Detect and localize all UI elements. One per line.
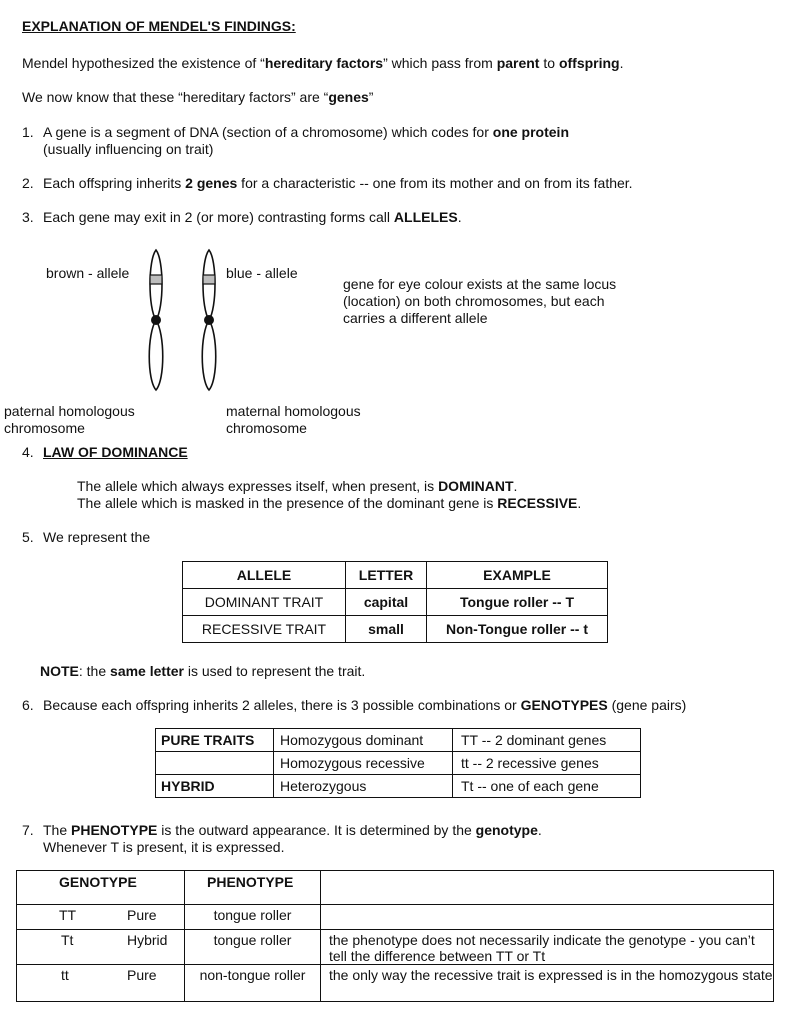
law-of-dominance-heading: LAW OF DOMINANCE	[43, 444, 188, 460]
item-emphasis: DOMINANT	[438, 478, 514, 494]
item-text: .	[513, 478, 518, 494]
note-text	[40, 663, 365, 680]
item-emphasis: 2 genes	[185, 175, 238, 191]
note-part: is used to represent the trait.	[183, 663, 366, 679]
item-text: .	[577, 495, 582, 511]
table-cell: non-tongue roller	[185, 965, 321, 1002]
table-row	[183, 589, 608, 616]
intro-text: ” which pass from	[383, 55, 497, 71]
table-header-cell: PHENOTYPE	[185, 871, 321, 905]
item-4-number: 4.	[22, 444, 34, 460]
table-cell: RECESSIVE TRAIT	[183, 616, 346, 643]
diagram-note-line: gene for eye colour exists at the same locus	[343, 276, 617, 292]
maternal-label	[226, 403, 361, 437]
paternal-label-line: paternal homologous	[4, 403, 135, 419]
paternal-centromere	[151, 315, 161, 325]
table-row	[17, 905, 774, 930]
item-emphasis: PHENOTYPE	[71, 822, 158, 838]
item-emphasis: one protein	[492, 124, 570, 140]
table-cell: Heterozygous	[274, 775, 453, 798]
item-1-number: 1.	[22, 124, 34, 140]
table-row	[156, 729, 641, 752]
table-header-row	[17, 871, 774, 905]
item-text: Each offspring inherits	[43, 175, 186, 191]
table-header-row	[183, 562, 608, 589]
blue-allele-band	[203, 275, 215, 284]
intro-emphasis: parent	[496, 55, 540, 71]
table-cell: Tongue roller -- T	[427, 589, 608, 616]
item-2-number: 2.	[22, 175, 34, 191]
table-cell: tongue roller	[185, 930, 321, 965]
intro-emphasis: genes	[328, 89, 369, 105]
brown-allele-label: brown - allele	[46, 265, 130, 281]
item-text: The allele which always expresses itself, when present, is	[77, 478, 439, 494]
table-cell: DOMINANT TRAIT	[183, 589, 346, 616]
diagram-note-line: (location) on both chromosomes, but each	[343, 293, 605, 309]
blue-allele-label: blue - allele	[226, 265, 298, 281]
table-header-cell: ALLELE	[183, 562, 346, 589]
item-5-text: We represent the	[43, 529, 151, 545]
item-text: The allele which is masked in the presence of the dominant gene is	[77, 495, 498, 511]
item-text: The	[43, 822, 72, 838]
intro-paragraph-2	[22, 89, 373, 106]
item-2-text	[43, 175, 633, 192]
genotype-cell	[17, 905, 185, 930]
item-6-text	[43, 697, 686, 714]
item-6-number: 6.	[22, 697, 34, 713]
table-cell	[156, 752, 274, 775]
dominant-definition	[77, 478, 517, 495]
table-cell: the only way the recessive trait is expressed is in the homozygous state	[321, 965, 774, 1002]
genotype-type: Pure	[127, 907, 157, 923]
note-part: : the	[78, 663, 111, 679]
table-header-cell: GENOTYPE	[17, 871, 185, 905]
table-cell: the phenotype does not necessarily indicate the genotype - you can’t tell the difference between TT or Tt	[321, 930, 774, 965]
intro-paragraph-1	[22, 55, 624, 72]
table-header-cell: EXAMPLE	[427, 562, 608, 589]
table-cell: Non-Tongue roller -- t	[427, 616, 608, 643]
item-text: A gene is a segment of DNA (section of a chromosome) which codes for	[43, 124, 493, 140]
table-row	[156, 752, 641, 775]
diagram-note	[343, 276, 616, 327]
item-text: for a characteristic -- one from its mother and on from its father.	[237, 175, 633, 191]
table-cell: HYBRID	[156, 775, 274, 798]
table-row	[156, 775, 641, 798]
genotype-code: Tt	[61, 932, 74, 948]
table-cell: small	[346, 616, 427, 643]
item-text: .	[457, 209, 462, 225]
note-label: NOTE	[40, 663, 79, 679]
intro-text: ”	[368, 89, 374, 105]
table-cell: Tt -- one of each gene	[453, 775, 641, 798]
item-7-line-2: Whenever T is present, it is expressed.	[43, 839, 285, 855]
phenotype-table	[16, 870, 774, 1002]
genotype-type: Hybrid	[127, 932, 168, 948]
genotype-cell	[17, 965, 185, 1002]
table-cell: PURE TRAITS	[156, 729, 274, 752]
table-cell	[321, 905, 774, 930]
recessive-definition	[77, 495, 581, 512]
item-7-text	[43, 822, 542, 839]
genotype-code: TT	[59, 907, 77, 923]
maternal-centromere	[204, 315, 214, 325]
maternal-label-line: chromosome	[226, 420, 307, 436]
intro-text: We now know that these “hereditary factors” are “	[22, 89, 329, 105]
genotype-code: tt	[61, 967, 69, 983]
allele-table	[182, 561, 608, 643]
item-1-text	[43, 124, 569, 141]
item-text: Because each offspring inherits 2 alleles, there is 3 possible combinations or	[43, 697, 521, 713]
item-text: (gene pairs)	[607, 697, 687, 713]
item-5-number: 5.	[22, 529, 34, 545]
item-text: .	[537, 822, 542, 838]
intro-text: Mendel hypothesized the existence of “	[22, 55, 265, 71]
intro-text: to	[539, 55, 559, 71]
item-1-line-2: (usually influencing on trait)	[43, 141, 214, 157]
item-7-number: 7.	[22, 822, 34, 838]
table-header-cell: LETTER	[346, 562, 427, 589]
table-cell: TT -- 2 dominant genes	[453, 729, 641, 752]
table-cell: capital	[346, 589, 427, 616]
item-emphasis: genotype	[475, 822, 538, 838]
intro-emphasis: offspring	[558, 55, 620, 71]
table-cell: Homozygous recessive	[274, 752, 453, 775]
item-3-number: 3.	[22, 209, 34, 225]
table-cell: tt -- 2 recessive genes	[453, 752, 641, 775]
diagram-note-line: carries a different allele	[343, 310, 488, 326]
page-title: EXPLANATION OF MENDEL'S FINDINGS:	[22, 18, 296, 34]
table-header-cell	[321, 871, 774, 905]
paternal-label-line: chromosome	[4, 420, 85, 436]
brown-allele-band	[150, 275, 162, 284]
table-cell: Homozygous dominant	[274, 729, 453, 752]
table-row	[183, 616, 608, 643]
note-emphasis: same letter	[110, 663, 184, 679]
table-row	[17, 965, 774, 1002]
genotype-type: Pure	[127, 967, 157, 983]
intro-text: .	[619, 55, 624, 71]
item-emphasis: ALLELES	[393, 209, 458, 225]
table-row	[17, 930, 774, 965]
maternal-label-line: maternal homologous	[226, 403, 361, 419]
paternal-label	[4, 403, 135, 437]
genotype-cell	[17, 930, 185, 965]
chromosome-diagram	[140, 248, 240, 398]
item-3-text	[43, 209, 462, 226]
item-emphasis: GENOTYPES	[520, 697, 608, 713]
item-emphasis: RECESSIVE	[497, 495, 578, 511]
table-cell: tongue roller	[185, 905, 321, 930]
intro-emphasis: hereditary factors	[264, 55, 384, 71]
item-text: is the outward appearance. It is determined by the	[157, 822, 476, 838]
item-text: Each gene may exit in 2 (or more) contrasting forms call	[43, 209, 394, 225]
genotype-table	[155, 728, 641, 798]
